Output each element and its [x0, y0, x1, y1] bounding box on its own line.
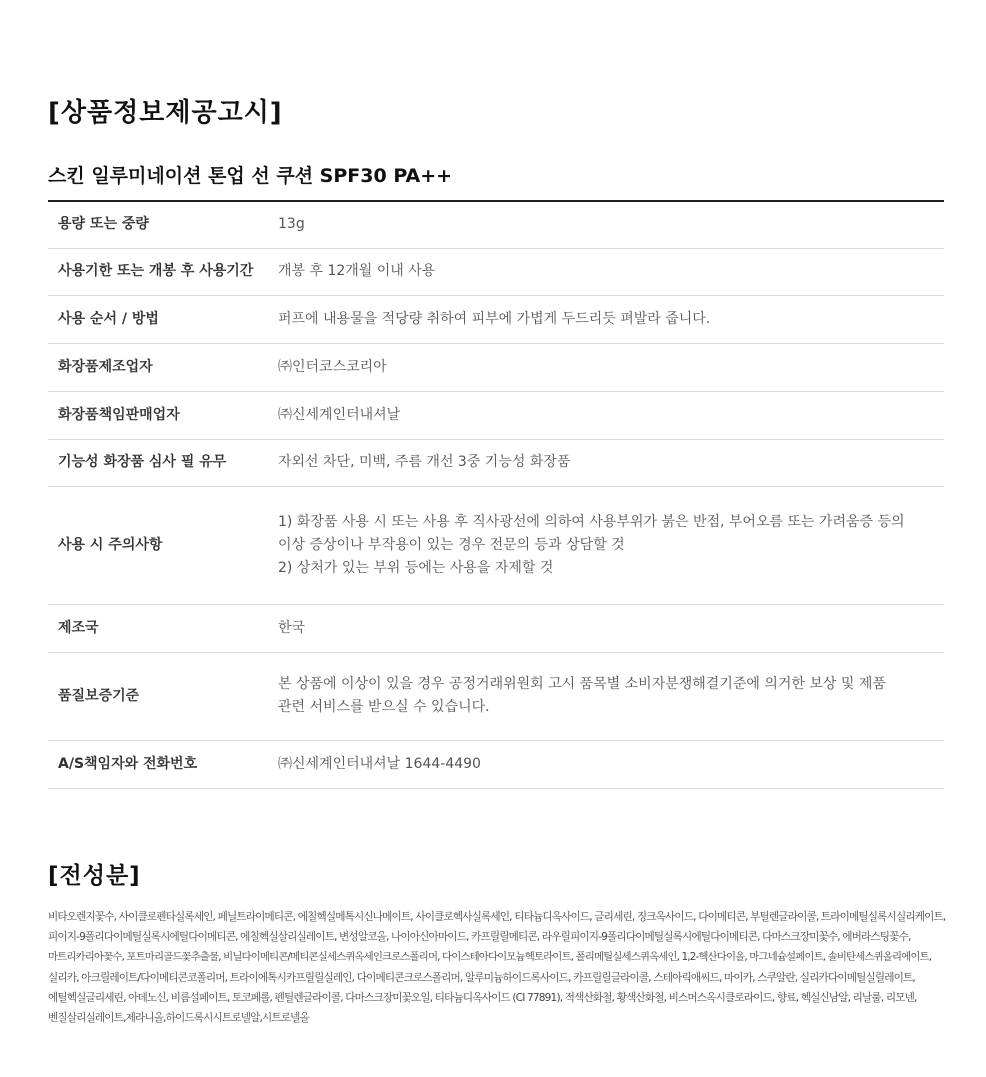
row-value [278, 740, 944, 788]
value-line: ㈜신세계인터내셔날 1644-4490 [278, 755, 481, 772]
product-info-table [48, 200, 944, 789]
table-row [48, 604, 944, 652]
row-label: 사용기한 또는 개봉 후 사용기간 [48, 248, 278, 295]
row-label: 용량 또는 중량 [48, 201, 278, 248]
value-line: 퍼프에 내용물을 적당량 취하여 피부에 가볍게 두드리듯 펴발라 줍니다. [278, 310, 711, 327]
row-label: 기능성 화장품 심사 필 유무 [48, 439, 278, 486]
value-line: 본 상품에 이상이 있을 경우 공정거래위원회 고시 품목별 소비자분쟁해결기준에 의거한 보상 및 제품 [278, 676, 886, 692]
table-row [48, 439, 944, 486]
ingredients-line: 에틸헥실글리세린, 아데노신, 비름설페이트, 토코페롤, 펜틸렌글라이콜, 다마스크장미꽃오일, 티타늄디옥사이드 (CI 77891), 적색산화철, 황색산화철, 비스머스옥시클로라이드, 향료, 헥실신남알, 리날룰, 리모넨, [48, 991, 917, 1004]
product-info-notice-title: [상품정보제공고시] [48, 98, 283, 128]
value-line: 개봉 후 12개월 이내 사용 [278, 263, 436, 279]
row-value [278, 201, 944, 248]
product-name: 스킨 일루미네이션 톤업 선 쿠션 SPF30 PA++ [48, 165, 453, 187]
ingredients-line: 피이지-9폴리다이메틸실록시에틸다이메티콘, 에칠헥실살리실레이트, 변성알코올, 나이아신아마이드, 카프릴릴메티콘, 라우릴피이지-9폴리다이메틸실록시에틸다이메티콘, 다마스크장미꽃수, 에버라스팅꽃수, [48, 931, 911, 944]
row-label: 품질보증기준 [48, 652, 278, 740]
value-line: 13g [278, 216, 305, 233]
row-label: 화장품제조업자 [48, 343, 278, 391]
value-line: 자외선 차단, 미백, 주름 개선 3중 기능성 화장품 [278, 454, 571, 470]
value-line: 이상 증상이나 부작용이 있는 경우 전문의 등과 상담할 것 [278, 536, 625, 553]
table-row [48, 343, 944, 391]
table-row [48, 652, 944, 740]
row-value [278, 391, 944, 439]
value-line: 1) 화장품 사용 시 또는 사용 후 직사광선에 의하여 사용부위가 붉은 반점, 부어오름 또는 가려움증 등의 [278, 513, 905, 530]
ingredients-title: [전성분] [48, 863, 141, 889]
row-value [278, 652, 944, 740]
ingredients-line: 벤질살리실레이트,제라니올,하이드록시시트로넬알,시트로넬올 [48, 1012, 309, 1025]
row-label: 화장품책임판매업자 [48, 391, 278, 439]
row-label: 제조국 [48, 604, 278, 652]
value-line: 2) 상처가 있는 부위 등에는 사용을 자제할 것 [278, 559, 554, 576]
row-label: A/S책임자와 전화번호 [48, 740, 278, 788]
table-row [48, 740, 944, 788]
table-row [48, 391, 944, 439]
row-label: 사용 시 주의사항 [48, 486, 278, 604]
value-line: ㈜신세계인터내셔날 [278, 406, 401, 423]
row-value [278, 604, 944, 652]
row-value [278, 248, 944, 295]
ingredients-line: 비타오렌지꽃수, 사이클로펜타실록세인, 페닐트라이메티콘, 에칠헥실메톡시신나메이트, 사이클로헥사실록세인, 티타늄디옥사이드, 글리세린, 징크옥사이드, 다이메티콘, 부틸렌글라이콜, 트라이메틸실록시실리케이트, [48, 911, 946, 923]
ingredients-list [48, 907, 946, 1028]
value-line: 관련 서비스를 받으실 수 있습니다. [278, 699, 490, 715]
table-row [48, 201, 944, 248]
row-value [278, 439, 944, 486]
ingredients-line: 마트리카리아꽃수, 포트마리골드꽃추출물, 비닐다이메티콘/메티콘실세스퀴옥세인크로스폴리머, 다이스테아다이모늄헥토라이트, 폴리메틸실세스퀴옥세인, 1,2-헥산다이올, 마그네슘설페이트, 솔비탄세스퀴올리에이트, [48, 951, 932, 964]
value-line: 한국 [278, 619, 306, 636]
table-row [48, 295, 944, 343]
table-row [48, 248, 944, 295]
row-label: 사용 순서 / 방법 [48, 295, 278, 343]
row-value [278, 343, 944, 391]
row-value [278, 295, 944, 343]
row-value [278, 486, 944, 604]
ingredients-line: 실리카, 아크릴레이트/다이메티콘코폴리머, 트라이에톡시카프릴릴실레인, 다이메티콘크로스폴리머, 알루미늄하이드록사이드, 카프릴릴글라이콜, 스테아릭애씨드, 마이카, 스쿠알란, 실리카다이메틸실릴레이트, [48, 971, 915, 984]
value-line: ㈜인터코스코리아 [278, 358, 387, 375]
table-row [48, 486, 944, 604]
